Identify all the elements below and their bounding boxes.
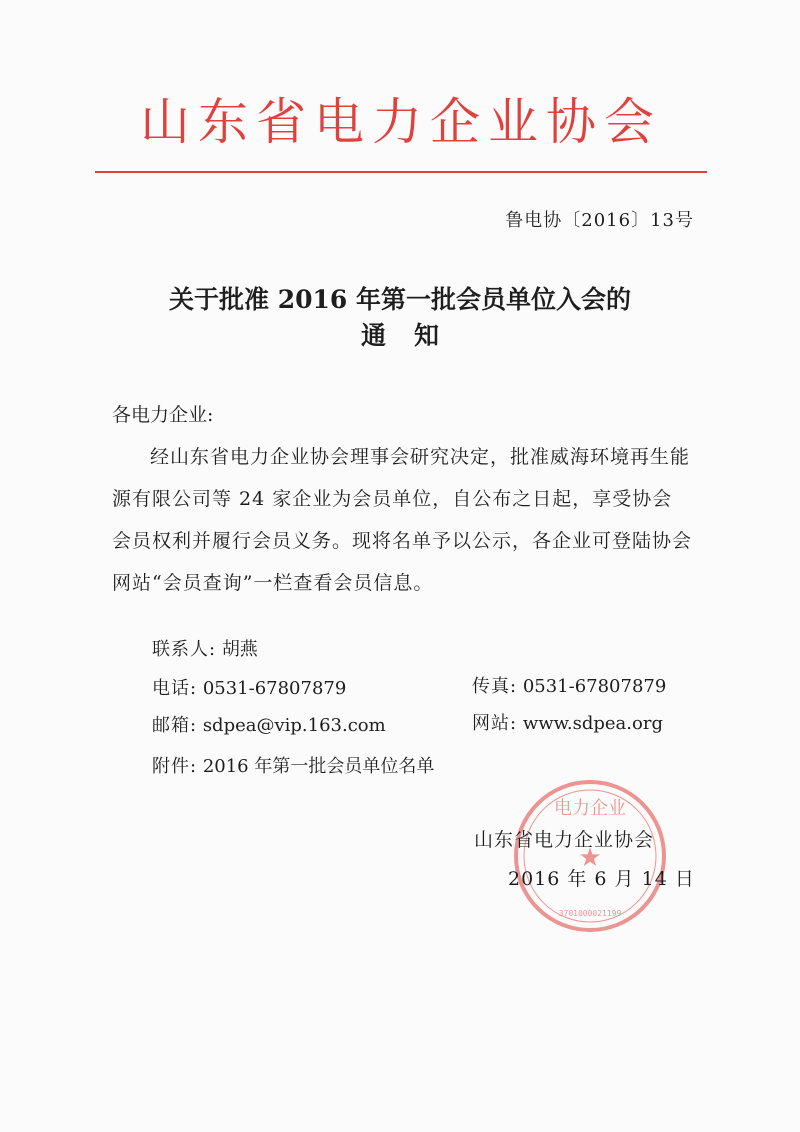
org-header: 山东省电力企业协会	[140, 93, 662, 151]
body-paragraph: 经山东省电力企业协会理事会研究决定，批准威海环境再生能源有限公司等 24 家企业为会员单位，自公布之日起，享受协会会员权利并履行会员义务。现将名单予以公示，各企业可登陆协会网站“会员查询”一栏查看会员信息。	[112, 446, 693, 594]
website-label: 网站:	[472, 713, 518, 734]
fax-value: 0531-67807879	[522, 676, 667, 697]
contact-website	[472, 712, 663, 736]
contact-fax	[472, 675, 666, 699]
signature-date: 2016 年 6 月 14 日	[508, 868, 695, 890]
telephone-label: 电话:	[152, 678, 198, 699]
seal-star: ★	[578, 843, 602, 873]
title-line-2: 通知	[360, 321, 467, 350]
email-label: 邮箱:	[152, 715, 198, 736]
attachment-value: 2016 年第一批会员单位名单	[202, 756, 435, 777]
signature-org: 山东省电力企业协会	[474, 829, 655, 851]
official-seal	[510, 776, 670, 936]
attachment-label: 附件:	[152, 756, 198, 777]
contact-email	[152, 714, 386, 738]
header-rule	[95, 171, 707, 173]
contact-person-value: 胡燕	[221, 639, 258, 660]
attachment-line	[152, 755, 434, 779]
fax-label: 传真:	[472, 676, 518, 697]
seal-code: 3701000021199	[558, 909, 622, 918]
telephone-value: 0531-67807879	[202, 678, 347, 699]
website-value: www.sdpea.org	[522, 713, 663, 734]
contact-person	[152, 638, 258, 662]
seal-text-top: 电力企业	[554, 798, 626, 819]
document-number: 鲁电协〔2016〕13号	[505, 210, 694, 231]
contact-person-label: 联系人:	[152, 639, 217, 660]
document-title	[80, 282, 720, 354]
salutation: 各电力企业:	[112, 404, 214, 426]
title-line-1: 关于批准 2016 年第一批会员单位入会的	[169, 285, 631, 314]
email-value: sdpea@vip.163.com	[202, 715, 386, 736]
contact-telephone	[152, 677, 346, 701]
